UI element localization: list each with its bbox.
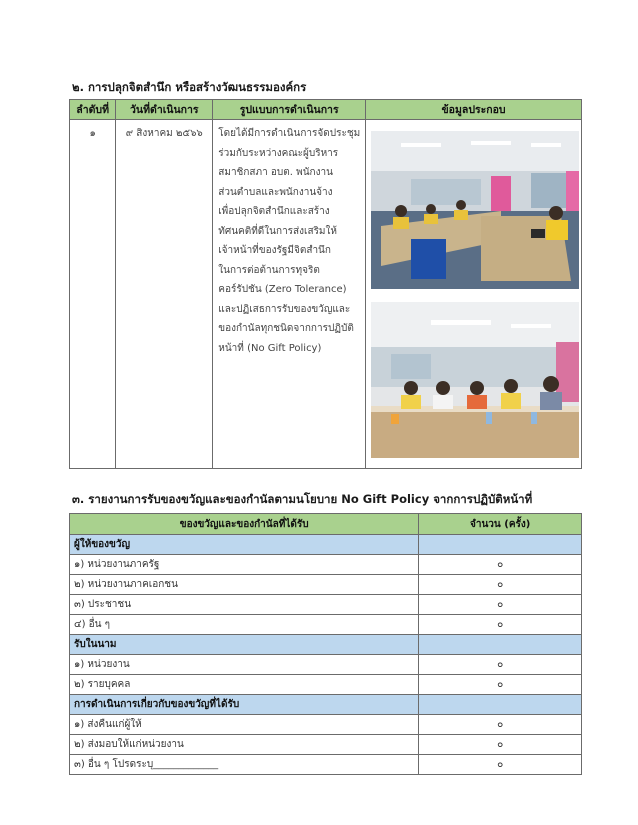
description-line: เจ้าหน้าที่ของรัฐมีจิตสำนึก	[218, 245, 331, 256]
description-line: ร่วมกับระหว่างคณะผู้บริหาร	[218, 147, 339, 159]
table-row	[70, 735, 582, 755]
description-line: โดยได้มีการดำเนินการจัดประชุม	[218, 128, 361, 139]
row-count: ๐	[419, 715, 582, 735]
group-row-givers	[70, 535, 582, 555]
description-line: ในการต่อต้านการทุจริต	[218, 264, 320, 276]
row-evidence	[366, 120, 582, 469]
row-description	[213, 120, 366, 469]
col-number: ลำดับที่	[70, 100, 116, 120]
meeting-photo-1	[371, 131, 579, 289]
group-title: การดำเนินการเกี่ยวกับของขวัญที่ได้รับ	[70, 695, 419, 715]
table-row	[70, 555, 582, 575]
col-date: วันที่ดำเนินการ	[116, 100, 213, 120]
activity-table	[69, 99, 582, 469]
col-format: รูปแบบการดำเนินการ	[213, 100, 366, 120]
table-row	[70, 615, 582, 635]
row-label: ๑) หน่วยงาน	[70, 655, 419, 675]
description-line: ของกำนัลทุกชนิดจากการปฏิบัติ	[218, 323, 354, 334]
description-line: สมาชิกสภา อบต. พนักงาน	[218, 167, 333, 178]
description-line: หน้าที่ (No Gift Policy)	[218, 342, 322, 354]
table-row	[70, 675, 582, 695]
row-label: ๔) อื่น ๆ	[70, 615, 419, 635]
row-count: ๐	[419, 555, 582, 575]
row-label: ๒) รายบุคคล	[70, 675, 419, 695]
row-label: ๓) อื่น ๆ โปรดระบุ_____________	[70, 755, 419, 775]
description-line: คอร์รัปชัน (Zero Tolerance)	[218, 284, 347, 295]
meeting-photo-2	[371, 302, 579, 458]
row-count: ๐	[419, 755, 582, 775]
row-label: ๒) หน่วยงานภาคเอกชน	[70, 575, 419, 595]
group-row-received-as	[70, 635, 582, 655]
row-count: ๐	[419, 675, 582, 695]
row-label: ๑) ส่งคืนแก่ผู้ให้	[70, 715, 419, 735]
activity-table-header	[70, 100, 582, 120]
group-row-actions	[70, 695, 582, 715]
row-count: ๐	[419, 735, 582, 755]
group-title: รับในนาม	[70, 635, 419, 655]
row-label: ๑) หน่วยงานภาครัฐ	[70, 555, 419, 575]
col-evidence: ข้อมูลประกอบ	[366, 100, 582, 120]
row-count: ๐	[419, 615, 582, 635]
group-title: ผู้ให้ของขวัญ	[70, 535, 419, 555]
activity-row	[70, 120, 582, 469]
row-count: ๐	[419, 655, 582, 675]
row-number: ๑	[70, 120, 116, 469]
section2-heading: ๒. การปลุกจิตสำนึก หรือสร้างวัฒนธรรมองค์กร	[72, 80, 307, 94]
gift-report-table	[69, 513, 582, 775]
table-row	[70, 755, 582, 775]
row-label: ๒) ส่งมอบให้แก่หน่วยงาน	[70, 735, 419, 755]
description-line: ทัศนคติที่ดีในการส่งเสริมให้	[218, 225, 337, 237]
gift-table-header	[70, 514, 582, 535]
description-line: เพื่อปลุกจิตสำนึกและสร้าง	[218, 206, 330, 217]
table-row	[70, 715, 582, 735]
description-line: และปฏิเสธการรับของขวัญและ	[218, 303, 351, 315]
col-gift: ของขวัญและของกำนัลที่ได้รับ	[70, 514, 419, 535]
row-count: ๐	[419, 575, 582, 595]
col-count: จำนวน (ครั้ง)	[419, 514, 582, 535]
table-row	[70, 655, 582, 675]
row-date: ๙ สิงหาคม ๒๕๖๖	[116, 120, 213, 469]
section3-heading: ๓. รายงานการรับของขวัญและของกำนัลตามนโยบาย No Gift Policy จากการปฏิบัติหน้าที่	[72, 492, 533, 506]
row-label: ๓) ประชาชน	[70, 595, 419, 615]
row-count: ๐	[419, 595, 582, 615]
table-row	[70, 575, 582, 595]
description-line: ส่วนตำบลและพนักงานจ้าง	[218, 186, 333, 198]
table-row	[70, 595, 582, 615]
